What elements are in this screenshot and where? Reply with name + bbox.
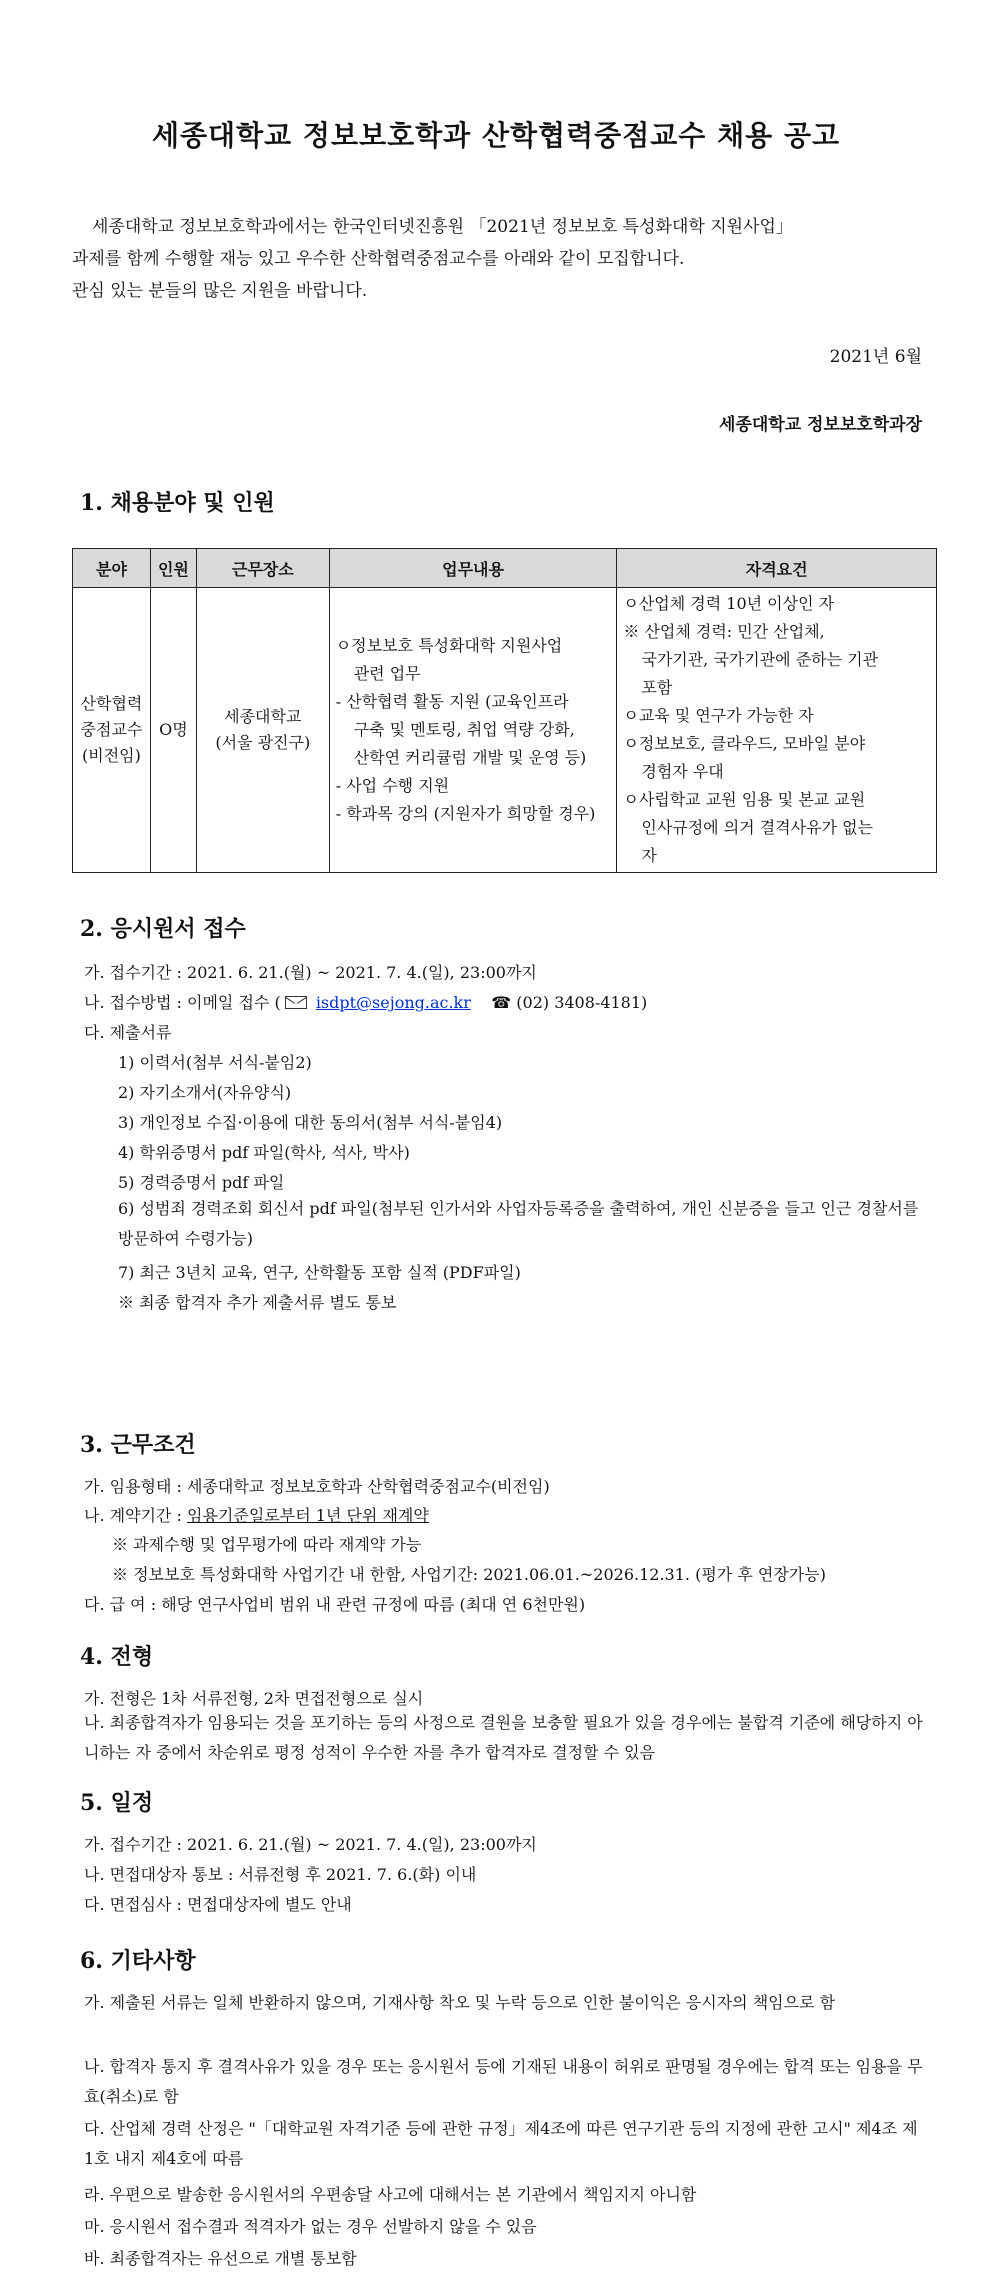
misc-item: 나. 합격자 통지 후 결격사유가 있을 경우 또는 응시원서 등에 기재된 내용이 허위로 판명될 경우에는 합격 또는 임용을 무효(취소)로 함	[84, 2057, 923, 2106]
misc-item: 다. 산업체 경력 산정은 "「대학교원 자격기준 등에 관한 규정」제4조에 따른 연구기관 등의 지정에 관한 고시" 제4조 제1호 내지 제4호에 따름	[84, 2119, 918, 2168]
section-5-heading: 5. 일정	[80, 1790, 154, 1816]
section-2-heading: 2. 응시원서 접수	[80, 916, 246, 942]
email-link[interactable]: isdpt@sejong.ac.kr	[315, 993, 471, 1012]
recruitment-table	[72, 548, 937, 873]
document-item: 5) 경력증명서 pdf 파일	[118, 1173, 285, 1192]
envelope-icon	[285, 996, 307, 1009]
cell-qualifications: ㅇ산업체 경력 10년 이상인 자 ※ 산업체 경력: 민간 산업체, 국가기관, 국가기관에 준하는 기관 포함 ㅇ교육 및 연구가 가능한 자 ㅇ정보보호, 클라우드, 모바일 분야 경험자 우대 ㅇ사립학교 교원 임용 및 본교 교원 인사규정에 의거 결격사유가 없는 자	[617, 588, 937, 873]
header-count: 인원	[150, 549, 196, 588]
documents-heading: 다. 제출서류	[84, 1023, 172, 1042]
table-row	[73, 588, 937, 873]
cell-field: 산학협력 중점교수 (비전임)	[73, 588, 151, 873]
announcement-date: 2021년 6월	[829, 347, 922, 367]
section-6-heading: 6. 기타사항	[80, 1948, 196, 1974]
selection-item: 나. 최종합격자가 임용되는 것을 포기하는 등의 사정으로 결원을 보충할 필요가 있을 경우에는 불합격 기준에 해당하지 아니하는 자 중에서 차순위로 평정 성적이 우수한 자를 추가 합격자로 결정할 수 있음	[84, 1713, 923, 1762]
contract-note: ※ 정보보호 특성화대학 사업기간 내 한함, 사업기간: 2021.06.01.~2026.12.31. (평가 후 연장가능)	[112, 1565, 826, 1584]
header-qualifications: 자격요건	[617, 549, 937, 588]
document-note: ※ 최종 합격자 추가 제출서류 별도 통보	[118, 1293, 397, 1312]
schedule-item: 다. 면접심사 : 면접대상자에 별도 안내	[84, 1895, 352, 1914]
header-place: 근무장소	[196, 549, 329, 588]
table-header-row	[73, 549, 937, 588]
selection-item: 가. 전형은 1차 서류전형, 2차 면접전형으로 실시	[84, 1689, 424, 1708]
section-3-heading: 3. 근무조건	[80, 1432, 196, 1458]
intro-line: 세종대학교 정보보호학과에서는 한국인터넷진흥원 「2021년 정보보호 특성화대학 지원사업」	[92, 217, 793, 237]
intro-line: 관심 있는 분들의 많은 지원을 바랍니다.	[72, 281, 368, 301]
header-duties: 업무내용	[329, 549, 617, 588]
cell-place: 세종대학교 (서울 광진구)	[196, 588, 329, 873]
document-item: 4) 학위증명서 pdf 파일(학사, 석사, 박사)	[118, 1143, 410, 1162]
contract-note: ※ 과제수행 및 업무평가에 따라 재계약 가능	[112, 1535, 422, 1554]
misc-item: 바. 최종합격자는 유선으로 개별 통보함	[84, 2249, 357, 2268]
document-item: 3) 개인정보 수집·이용에 대한 동의서(첨부 서식-붙임4)	[118, 1113, 503, 1132]
document-item: 7) 최근 3년치 교육, 연구, 산학활동 포함 실적 (PDF파일)	[118, 1263, 521, 1282]
application-period: 가. 접수기간 : 2021. 6. 21.(월) ~ 2021. 7. 4.(일), 23:00까지	[84, 963, 537, 982]
document-item: 6) 성범죄 경력조회 회신서 pdf 파일(첨부된 인가서와 사업자등록증을 출력하여, 개인 신분증을 들고 인근 경찰서를 방문하여 수령가능)	[118, 1199, 919, 1248]
application-method: 나. 접수방법 : 이메일 접수 ( isdpt@sejong.ac.kr ☎ (02) 3408-4181)	[84, 993, 648, 1012]
document-title: 세종대학교 정보보호학과 산학협력중점교수 채용 공고	[151, 119, 841, 152]
issuing-organization: 세종대학교 정보보호학과장	[719, 415, 922, 435]
cell-duties: ㅇ정보보호 특성화대학 지원사업 관련 업무 - 산학협력 활동 지원 (교육인프라 구축 및 멘토링, 취업 역량 강화, 산학연 커리큘럼 개발 및 운영 등) - 사업 수행 지원 - 학과목 강의 (지원자가 희망할 경우)	[329, 588, 617, 873]
phone-number: (02) 3408-4181)	[516, 993, 648, 1012]
schedule-item: 나. 면접대상자 통보 : 서류전형 후 2021. 7. 6.(화) 이내	[84, 1865, 477, 1884]
phone-icon: ☎	[491, 993, 512, 1012]
intro-line: 과제를 함께 수행할 재능 있고 우수한 산학협력중점교수를 아래와 같이 모집합니다.	[72, 249, 685, 269]
header-field: 분야	[73, 549, 151, 588]
misc-item: 라. 우편으로 발송한 응시원서의 우편송달 사고에 대해서는 본 기관에서 책임지지 아니함	[84, 2185, 697, 2204]
schedule-item: 가. 접수기간 : 2021. 6. 21.(월) ~ 2021. 7. 4.(일), 23:00까지	[84, 1835, 537, 1854]
section-4-heading: 4. 전형	[80, 1644, 154, 1670]
employment-type: 가. 임용형태 : 세종대학교 정보보호학과 산학협력중점교수(비전임)	[84, 1477, 550, 1496]
misc-item: 가. 제출된 서류는 일체 반환하지 않으며, 기재사항 착오 및 누락 등으로 인한 불이익은 응시자의 책임으로 함	[84, 1993, 836, 2012]
salary: 다. 급 여 : 해당 연구사업비 범위 내 관련 규정에 따름 (최대 연 6천만원)	[84, 1595, 586, 1614]
cell-count: O명	[150, 588, 196, 873]
section-1-heading: 1. 채용분야 및 인원	[80, 490, 275, 516]
document-item: 1) 이력서(첨부 서식-붙임2)	[118, 1053, 312, 1072]
document-item: 2) 자기소개서(자유양식)	[118, 1083, 292, 1102]
contract-period: 나. 계약기간 : 임용기준일로부터 1년 단위 재계약	[84, 1506, 429, 1525]
misc-item: 마. 응시원서 접수결과 적격자가 없는 경우 선발하지 않을 수 있음	[84, 2217, 537, 2236]
